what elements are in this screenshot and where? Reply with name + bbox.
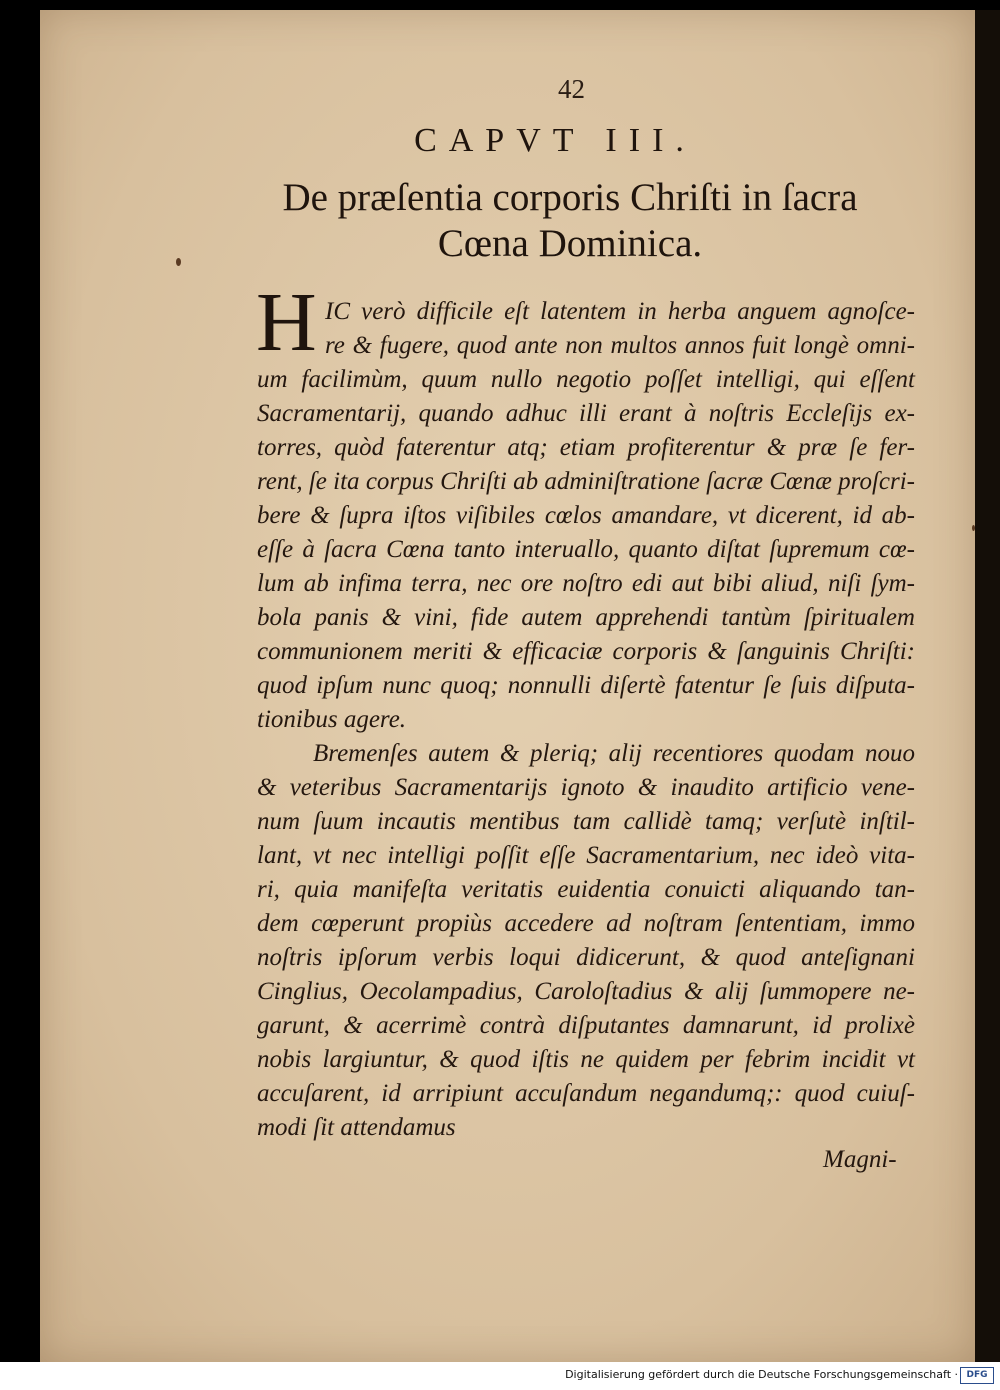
text-line: tionibus agere. bbox=[257, 706, 407, 733]
ink-speck bbox=[972, 525, 975, 531]
text-line: Cinglius, Oecolampadius, Caroloſtadius & alij ſummopere ne- bbox=[257, 978, 915, 1005]
text-line: Sacramentarij, quando adhuc illi erant à noſtris Eccleſijs ex- bbox=[257, 400, 915, 427]
funding-credit: Digitalisierung gefördert durch die Deutsche Forschungsgemeinschaft · bbox=[565, 1368, 958, 1381]
text-line: torres, quòd faterentur atq; etiam profiterentur & præ ſe fer- bbox=[257, 434, 915, 461]
text-line: Bremenſes autem & pleriq; alij recentiores quodam nouo bbox=[313, 740, 915, 767]
text-line: ri, quia manifeſta veritatis euidentia conuicti aliquando tan- bbox=[257, 876, 915, 903]
text-line: modi ſit attendamus bbox=[257, 1114, 456, 1141]
text-line: bere & ſupra iſtos viſibiles cœlos amandare, vt dicerent, id ab- bbox=[257, 502, 915, 529]
text-line: eſſe à ſacra Cœna tanto interuallo, quanto diſtat ſupremum cœ- bbox=[257, 536, 915, 563]
text-line: lum ab infima terra, nec ore noſtro edi aut bibi aliud, niſi ſym- bbox=[257, 570, 915, 597]
text-line: rent, ſe ita corpus Chriſti ab adminiſtratione ſacræ Cœnæ proſcri- bbox=[257, 468, 915, 495]
chapter-title-line: Cœna Dominica. bbox=[437, 222, 703, 265]
text-line: lant, vt nec intelligi poſſit eſſe Sacramentarium, nec ideò vita- bbox=[257, 842, 915, 869]
chapter-heading: CAPVT III. bbox=[414, 122, 696, 159]
text-line: num ſuum incautis mentibus tam callidè tamq; verſutè inſtil- bbox=[257, 808, 915, 835]
text-line: garunt, & acerrimè contrà diſputantes damnarunt, id prolixè bbox=[257, 1012, 915, 1039]
text-line: re & fugere, quod ante non multos annos fuit longè omni- bbox=[325, 332, 915, 359]
text-line: quod ipſum nunc quoq; nonnulli diſertè fatentur ſe ſuis diſputa- bbox=[257, 672, 915, 699]
text-line: & veteribus Sacramentarijs ignoto & inaudito artificio vene- bbox=[257, 774, 915, 801]
footer-bar bbox=[0, 1362, 1000, 1390]
catchword: Magni- bbox=[823, 1146, 897, 1173]
text-line: bola panis & vini, fide autem apprehendi tantùm ſpiritualem bbox=[257, 604, 915, 631]
text-line: accuſarent, id arripiunt accuſandum negandumq;: quod cuiuſ- bbox=[257, 1080, 915, 1107]
text-line: IC verò difficile eſt latentem in herba anguem agnoſce- bbox=[325, 298, 915, 325]
text-line: communionem meriti & efficaciæ corporis & ſanguinis Chriſti: bbox=[257, 638, 915, 665]
text-line: nobis largiuntur, & quod iſtis ne quidem per febrim incidit vt bbox=[257, 1046, 915, 1073]
drop-capital: H bbox=[256, 276, 317, 369]
page-number: 42 bbox=[558, 74, 585, 104]
chapter-title bbox=[0, 175, 1000, 267]
dfg-logo: DFG bbox=[960, 1367, 994, 1384]
text-line: um facilimùm, quum nullo negotio poſſet intelligi, qui eſſent bbox=[257, 366, 915, 393]
text-line: noſtris ipſorum verbis loqui didicerunt, & quod anteſignani bbox=[257, 944, 915, 971]
text-line: dem cœperunt propiùs accedere ad noſtram ſententiam, immo bbox=[257, 910, 915, 937]
chapter-title-line: De præſentia corporis Chriſti in ſacra bbox=[282, 176, 858, 219]
